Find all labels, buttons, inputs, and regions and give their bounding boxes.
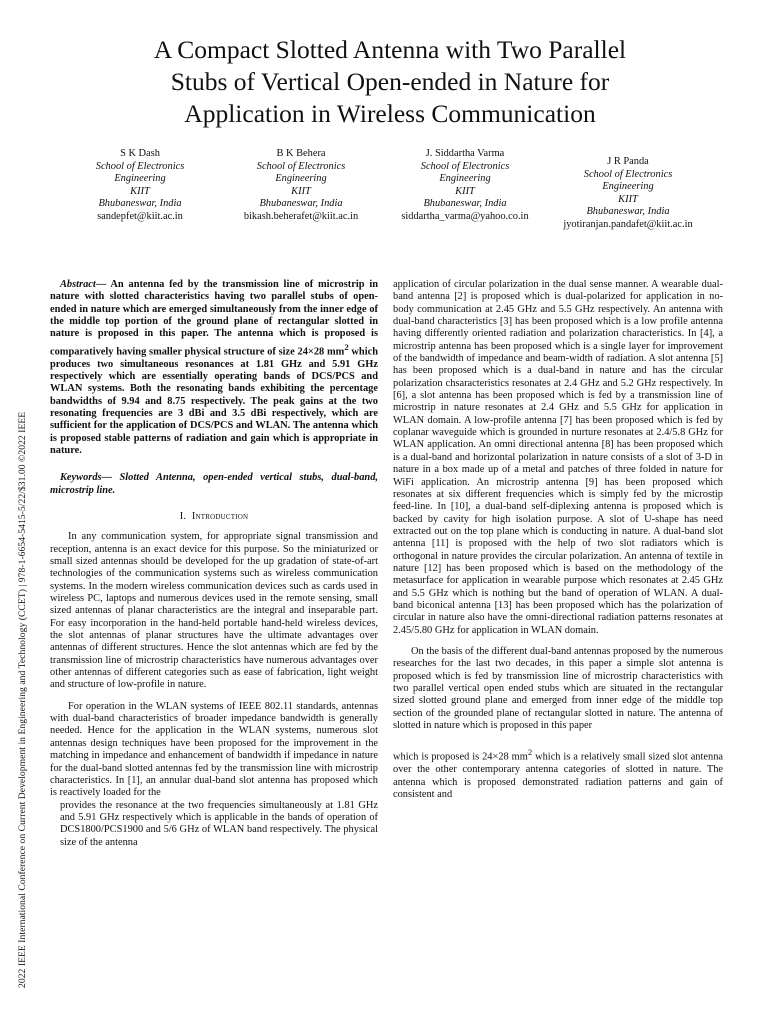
body-paragraph: provides the resonance at the two frequencies simultaneously at 1.81 GHz and 5.91 GHz respectively which is applicable in the bands of operation of DCS1800/PCS1900 and 5/6 GHz of WLAN band respectively. The physical size of the antenna xyxy=(60,799,378,848)
author-affiliation: Engineering xyxy=(439,173,491,185)
abstract-text: which produces two simultaneous resonances at 1.81 GHz and 5.91 GHz respectively which are essentially operating bands of DCS/PCS and WLAN systems. Both the resonating bands exhibiting the percentage bandwidths of 9.94 and 8.75 respectively. The peak gains at the two resonating frequencies are 3 dBi and 3.5 dBi respectively, which are sufficient for the application of DCS/PCS and WLAN. The antenna which is proposed stable patterns of radiation and gain which is appropriate in nature. xyxy=(50,346,378,456)
left-column xyxy=(50,279,378,849)
author-email: bikash.beherafet@kiit.ac.in xyxy=(243,210,359,222)
author-affiliation: Engineering xyxy=(602,181,654,193)
author-affiliation: Engineering xyxy=(114,173,166,185)
body-paragraph: In any communication system, for appropriate signal transmission and reception, antenna is an exact device for this purpose. So the miniaturized or small sized antennas should be developed for the up gradation of state-of-art technologies of the communication systems such as wireless communication systems. In the modern wireless communication devices such as cards used in wireless PC, laptops and numerous devices used in the remote sensing, small sized antennas of planar characteristics are the integral and inseparable part. For easy incorporation in the hand-held portable hand-held wireless devices, the slot antennas of planar structures have the ultimate advantages over antennas of different structures. Hence the slot antennas which are fed by the transmission line of microstrip characteristics have numerous advantages over other antennas of different categories such as ease of fabrication, light weight and structure of low-profile in nature. xyxy=(50,531,378,691)
title-line: A Compact Slotted Antenna with Two Parallel xyxy=(153,35,627,64)
author-email: siddartha_varma@yahoo.co.in xyxy=(401,210,529,222)
body-text: which is proposed is 24×28 mm xyxy=(393,751,528,763)
author-affiliation: KIIT xyxy=(455,185,475,197)
author-email: jyotiranjan.pandafet@kiit.ac.in xyxy=(563,218,693,230)
author-affiliation: Bhubaneswar, India xyxy=(259,198,343,210)
author-affiliation: Bhubaneswar, India xyxy=(423,198,507,210)
author-affiliation: Engineering xyxy=(275,173,327,185)
body-paragraph: application of circular polarization in the dual sense manner. A wearable dual-band antenna [2] is proposed which is dual-polarized for application in no-body communication at 2.45 GHz and 5.5 GHz respectively. An antenna with dual-band characteristics [3] has been proposed which is a low profile antenna having differently oriented radiation and polarization characteristics. In [4], a microstrip antenna has been proposed which is a single layer for improvement of the bandwidth of impedance and beam-width of radiation. A slot antenna [5] has been proposed which is a dual-band in nature and has the circular polarization chsaracteristics resonates at 2.4 GHz and 5.2 GHz respectively. In [6], a slot antenna has been proposed which is fed by a transmission line of microstrip in nature resonates at 2.4 GHz and 5.5 GHz for application in WLAN domain. A low-profile antenna [7] has been proposed which is fed by coplanar waveguide which is grounded in nurture resonates at 2.4/5.8 GHz for WLAN application. An omni directional antenna [8] has been proposed which is a dual-band and horizontal polarization in nature consists of a slot of 3-D in nature in a box made up of a metal and patches of three folded in nature for WiFi application. An microstrip antenna [9] has been proposed which resonates at six different frequencies which is simply fed by the microstip feed-line. In [10], a dual-band self-diplexing antenna is proposed which is backed by cavity for high isolation purpose. A slot of U-shape has need extracted out on the top plane which is conducting in nature. A dual-band slot antenna [11] is proposed with the help of two slot radiators which is orthogonal in nature provides the circular polarization. An antenna of textile in nature [12] has been proposed which is based on the methodology of the metasurface for application in wearable purpose which resonates at 2.45 GHz and 5.5 GHz which is nothing but the band of operation of WLAN. A dual-band biconical antenna [13] has been proposed which has the polarization of circular in nature also have the omni-directional radiation patterns resonates at 2.45/5.80 GHz for application in WLAN domain. xyxy=(393,279,723,636)
author-affiliation: School of Electronics xyxy=(256,160,346,172)
abstract-text: — An antenna fed by the transmission line of microstrip in nature with slotted characteristics having two parallel stubs of open-ended in nature which are emerged simultaneously from the inner edge of the middle top portion of the ground plane of rectangular slotted in nature is proposed in this paper. The antenna which is proposed is comparatively having smaller physical structure of size 24×28 mm xyxy=(50,279,378,358)
author-affiliation: School of Electronics xyxy=(95,160,185,172)
section-heading xyxy=(50,511,378,523)
abstract-lead: Abstract xyxy=(60,279,96,290)
author-affiliation: Bhubaneswar, India xyxy=(98,198,182,210)
author-affiliation: Bhubaneswar, India xyxy=(586,206,670,218)
author-email: sandepfet@kiit.ac.in xyxy=(97,210,183,222)
author-card xyxy=(528,156,728,232)
keywords-lead: Keywords xyxy=(60,472,102,484)
author-affiliation: KIIT xyxy=(130,185,150,197)
author-name: B K Behera xyxy=(276,148,326,159)
body-paragraph: For operation in the WLAN systems of IEEE 802.11 standards, antennas with dual-band characteristics of broader impedance bandwidth is generally needed. Hence for the application in the WLAN systems, numerous slot antennas design techniques have been proposed for the improvement in the matching in impedance and enhancement of bandwidth if impedance in nature for the dual-band slotted antennas fed by the transmission line with microstrip characteristics. In [1], an annular dual-band slot antenna has proposed which is reactively loaded for the xyxy=(50,700,378,799)
author-name: J. Siddartha Varma xyxy=(425,148,505,159)
author-affiliation: KIIT xyxy=(618,193,638,205)
keywords-text: — Slotted Antenna, open-ended vertical stubs, dual-band, microstrip line. xyxy=(50,472,378,496)
author-block xyxy=(0,0,768,240)
abstract xyxy=(50,279,378,457)
body-superscript: 2 xyxy=(527,747,533,758)
author-name: J R Panda xyxy=(607,156,649,167)
right-column xyxy=(393,279,723,801)
body-paragraph: On the basis of the different dual-band antennas proposed by the numerous researches for the last two decades, in this paper a simple slot antenna is proposed which is fed by transmission line of microstrip characteristics with two parallel vertical open ended stubs which are situated in the rectangular sized slotted ground plane and emerged from inner edge of the middle top section of the grounded plane of rectangular slotted in nature. The antenna of slotted in nature which is proposed in this paper xyxy=(393,645,723,732)
keywords xyxy=(50,472,378,497)
author-affiliation: School of Electronics xyxy=(420,160,510,172)
section-title: Introduction xyxy=(191,510,249,522)
body-text: which is a relatively small sized slot antenna over the other contemporary antenna categories of slotted in nature. The antenna which is proposed demonstrated radiation patterns and gain of consistent and xyxy=(393,751,724,800)
body-paragraph xyxy=(393,746,723,801)
title-line: Stubs of Vertical Open-ended in Nature for xyxy=(170,67,610,96)
title-line: Application in Wireless Communication xyxy=(184,99,596,128)
author-name: S K Dash xyxy=(120,148,160,159)
author-affiliation: KIIT xyxy=(291,185,311,197)
abstract-superscript: 2 xyxy=(344,341,349,352)
author-affiliation: School of Electronics xyxy=(583,168,673,180)
conference-banner: 2022 IEEE International Conference on Current Development in Engineering and Technology (CCET) | 978-1-6654-5415-5/22/$31.00 ©2022 IEEE xyxy=(17,411,28,988)
section-number: I. xyxy=(179,510,187,522)
